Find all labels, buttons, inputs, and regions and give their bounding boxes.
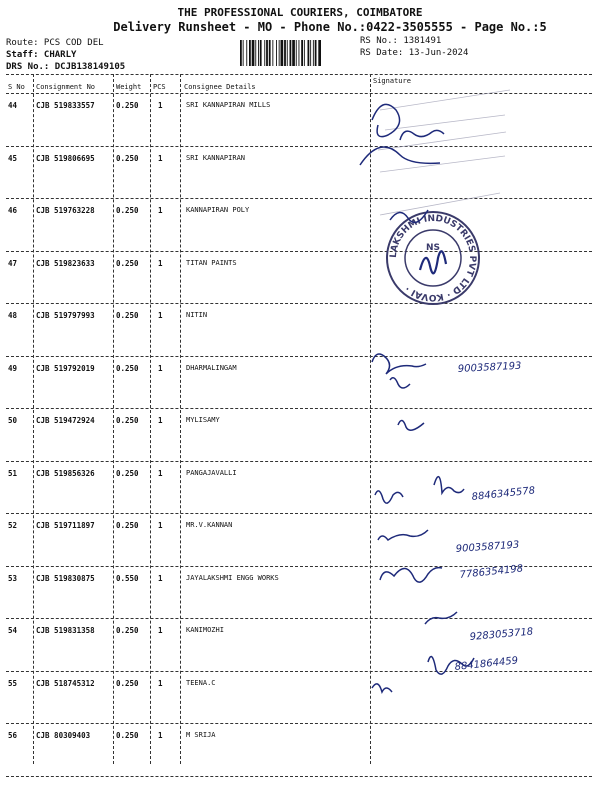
row-consignee: JAYALAKSHMI ENGG WORKS xyxy=(186,573,279,582)
row-weight: 0.250 xyxy=(116,521,139,530)
stamp-text: LAKSHMI INDUSTRIES PVT LTD · KOVAI · xyxy=(388,213,478,303)
row-weight: 0.550 xyxy=(116,573,139,583)
row-pcs: 1 xyxy=(158,416,163,425)
header-bottom-rule xyxy=(6,93,592,94)
row-sno: 47 xyxy=(8,258,18,268)
column-divider xyxy=(370,74,371,764)
row-consignment-number: CJB 519763228 xyxy=(36,206,95,215)
row-pcs: 1 xyxy=(158,101,163,110)
staff-label: Staff: CHARLY xyxy=(6,50,77,60)
row-consignee: DHARMALINGAM xyxy=(186,363,237,372)
company-stamp xyxy=(387,212,479,304)
row-divider xyxy=(6,198,592,199)
row-weight: 0.250 xyxy=(116,311,139,320)
row-consignee: KANNAPIRAN POLY xyxy=(186,206,250,214)
row-divider xyxy=(6,566,592,567)
svg-text:LAKSHMI INDUSTRIES PVT LTD · K xyxy=(389,214,477,302)
row-weight: 0.250 xyxy=(116,416,139,425)
row-pcs: 1 xyxy=(158,678,163,688)
row-divider xyxy=(6,356,592,357)
row-weight: 0.250 xyxy=(116,678,139,688)
column-header-consignee: Consignee Details xyxy=(184,83,256,91)
row-divider xyxy=(6,408,592,409)
row-sno: 55 xyxy=(8,678,18,688)
row-sno: 45 xyxy=(8,153,18,163)
row-consignment-number: CJB 519830875 xyxy=(36,573,95,583)
row-sno: 53 xyxy=(8,573,18,583)
row-consignee: SRI KANNAPIRAN MILLS xyxy=(186,101,271,109)
row-sno: 50 xyxy=(8,416,18,425)
faded-stamp-marks xyxy=(378,90,510,215)
row-pcs: 1 xyxy=(158,311,163,320)
row-divider xyxy=(6,776,592,777)
row-divider xyxy=(6,513,592,514)
table-top-rule xyxy=(6,74,592,75)
row-consignment-number: CJB 519856326 xyxy=(36,468,95,478)
row-pcs: 1 xyxy=(158,206,163,215)
row-divider xyxy=(6,146,592,147)
row-consignee: NITIN xyxy=(186,311,208,319)
row-weight: 0.250 xyxy=(116,153,139,163)
row-divider xyxy=(6,461,592,462)
row-consignee: TEENA.C xyxy=(186,678,216,687)
row-weight: 0.250 xyxy=(116,101,139,110)
row-divider xyxy=(6,251,592,252)
handwritten-phone: 9003587193 xyxy=(455,539,520,555)
row-sno: 52 xyxy=(8,521,18,530)
column-header-signature: Signature xyxy=(373,77,411,85)
column-divider xyxy=(113,74,114,764)
handwritten-phone: 8846345578 xyxy=(471,485,536,503)
row-divider xyxy=(6,618,592,619)
row-consignment-number: CJB 80309403 xyxy=(36,731,91,740)
row-divider xyxy=(6,671,592,672)
row-divider xyxy=(6,303,592,304)
row-weight: 0.250 xyxy=(116,468,139,478)
row-pcs: 1 xyxy=(158,468,163,478)
column-divider xyxy=(150,74,151,764)
row-sno: 46 xyxy=(8,206,18,215)
row-pcs: 1 xyxy=(158,626,163,635)
row-pcs: 1 xyxy=(158,573,163,583)
handwritten-phone: 9283053718 xyxy=(469,626,534,643)
row-consignee: MR.V.KANNAN xyxy=(186,521,233,529)
runsheet-title: Delivery Runsheet - MO - Phone No.:0422-3505555 - Page No.:5 xyxy=(113,20,547,34)
row-sno: 44 xyxy=(8,101,18,110)
row-consignee: TITAN PAINTS xyxy=(186,258,237,267)
row-consignee: PANGAJAVALLI xyxy=(186,468,237,477)
column-divider xyxy=(33,74,34,764)
rs-date: RS Date: 13-Jun-2024 xyxy=(360,48,469,58)
row-consignment-number: CJB 519831358 xyxy=(36,626,95,635)
row-consignment-number: CJB 519472924 xyxy=(36,416,95,425)
handwritten-phone: 9003587193 xyxy=(457,360,522,375)
row-sno: 51 xyxy=(8,468,18,478)
company-name: THE PROFESSIONAL COURIERS, COIMBATORE xyxy=(177,6,423,19)
row-pcs: 1 xyxy=(158,258,163,268)
row-pcs: 1 xyxy=(158,731,163,740)
row-consignment-number: CJB 519711897 xyxy=(36,521,95,530)
row-pcs: 1 xyxy=(158,521,163,530)
row-pcs: 1 xyxy=(158,363,163,373)
row-consignment-number: CJB 519806695 xyxy=(36,153,95,163)
column-header-consignment: Consignment No xyxy=(36,83,96,91)
rs-number: RS No.: 1381491 xyxy=(360,36,442,46)
handwritten-phone: 7786354198 xyxy=(459,563,524,581)
row-pcs: 1 xyxy=(158,153,163,163)
row-sno: 48 xyxy=(8,311,18,320)
row-divider xyxy=(6,723,592,724)
row-consignee: SRI KANNAPIRAN xyxy=(186,153,246,162)
handwritten-phone: 8841864459 xyxy=(454,655,519,673)
row-weight: 0.250 xyxy=(116,731,139,740)
column-header-pcs: PCS xyxy=(153,83,166,91)
row-consignee: KANIMOZHI xyxy=(186,626,224,634)
stamp-center: NS xyxy=(426,243,441,253)
row-consignment-number: CJB 518745312 xyxy=(36,678,95,688)
row-sno: 56 xyxy=(8,731,18,740)
drs-number: DRS No.: DCJB138149105 xyxy=(6,62,126,72)
row-consignee: M SRIJA xyxy=(186,731,216,739)
row-consignment-number: CJB 519797993 xyxy=(36,311,95,320)
row-consignment-number: CJB 519833557 xyxy=(36,101,95,110)
barcode xyxy=(240,40,352,66)
row-sno: 54 xyxy=(8,626,18,635)
column-header-sno: S No xyxy=(8,83,25,91)
row-consignment-number: CJB 519823633 xyxy=(36,258,95,268)
row-consignee: MYLISAMY xyxy=(186,416,220,424)
row-weight: 0.250 xyxy=(116,206,139,215)
row-weight: 0.250 xyxy=(116,626,139,635)
column-divider xyxy=(180,74,181,764)
row-weight: 0.250 xyxy=(116,363,139,373)
column-header-weight: Weight xyxy=(116,83,142,91)
route-label: Route: PCS COD DEL xyxy=(6,38,104,48)
handwritten-signatures xyxy=(360,104,474,692)
row-consignment-number: CJB 519792019 xyxy=(36,363,95,373)
row-sno: 49 xyxy=(8,363,18,373)
row-weight: 0.250 xyxy=(116,258,139,268)
